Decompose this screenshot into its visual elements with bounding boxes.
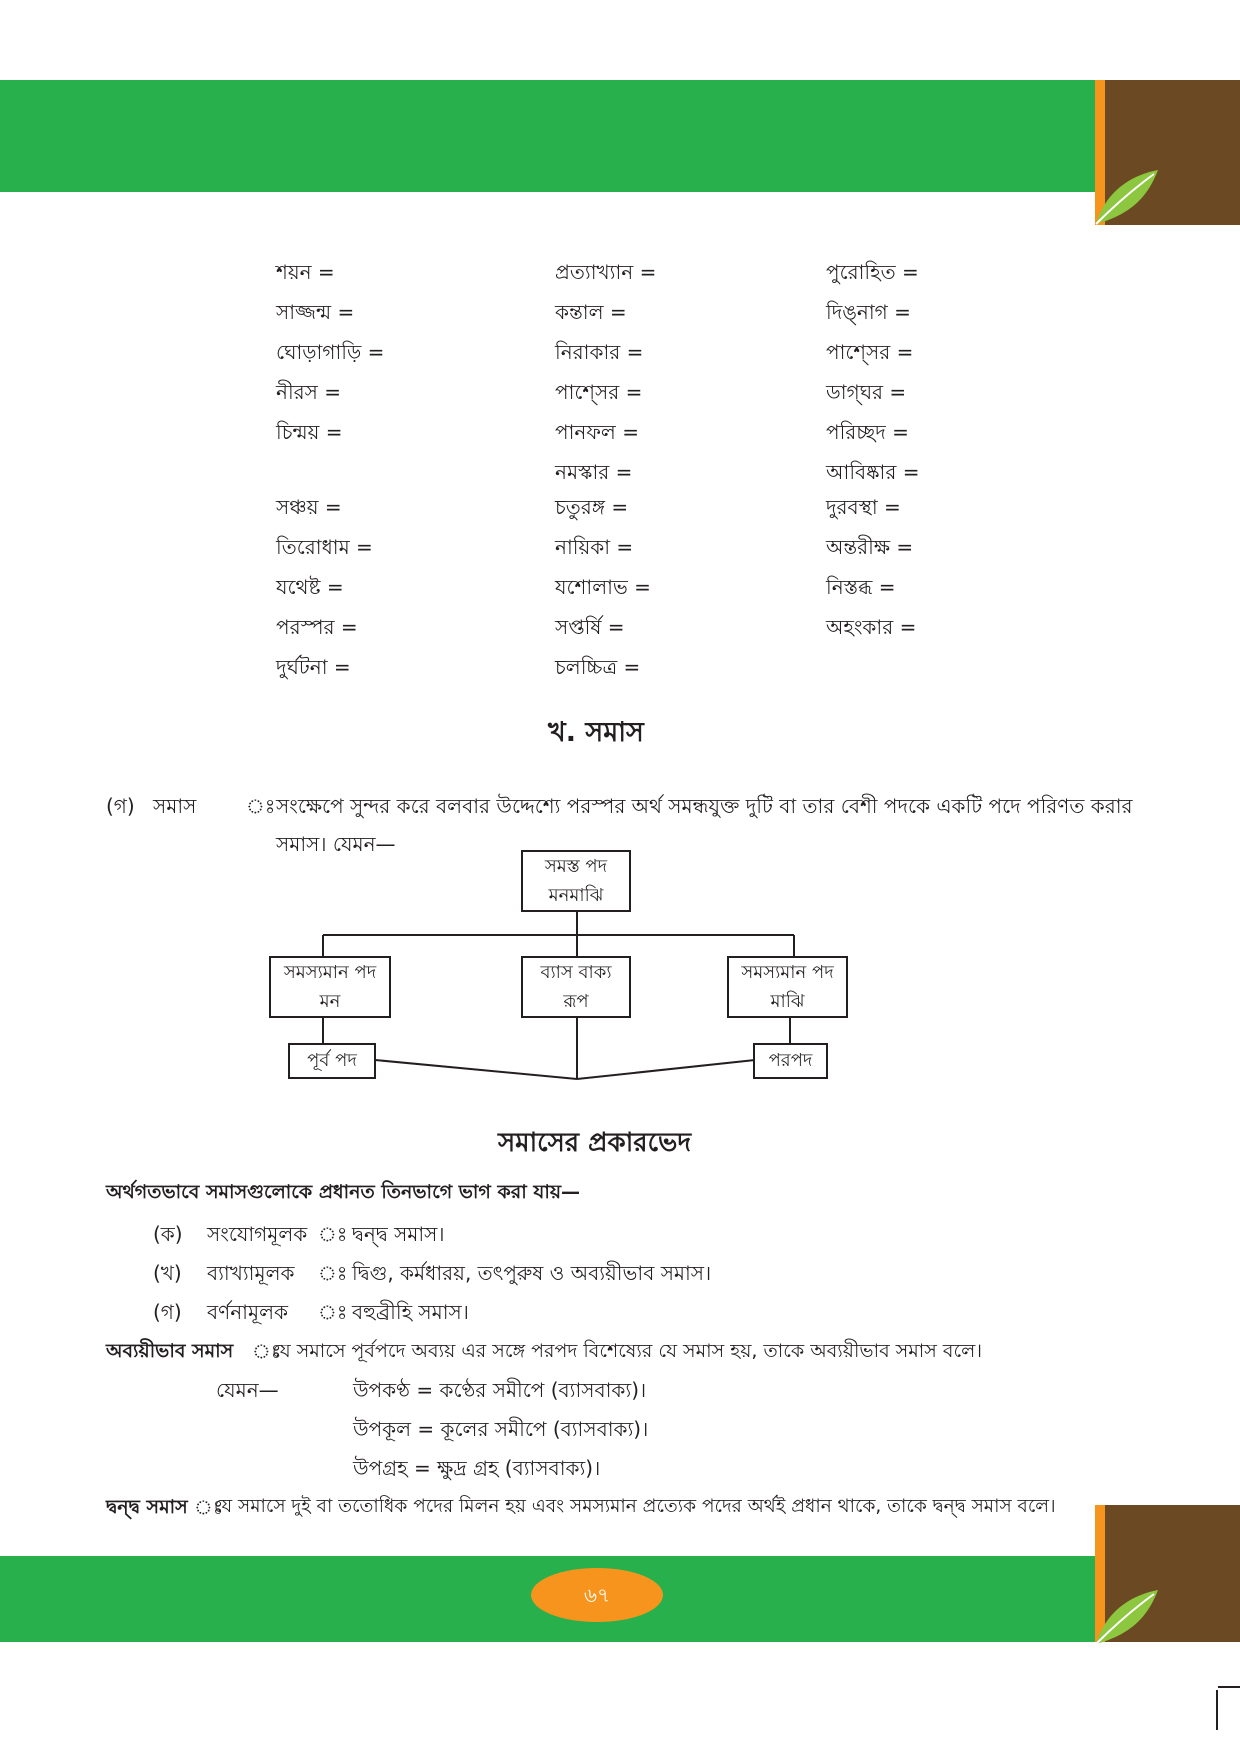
- type-separator: ঃ: [318, 1222, 348, 1246]
- diagram-middle-line-2: রূপ: [563, 991, 589, 1012]
- type-name: সংযোগমূলক: [207, 1222, 308, 1246]
- dvandva-separator: ঃ: [194, 1495, 224, 1519]
- word-entry: প্রত্যাখ্যান =: [555, 260, 657, 284]
- diagram-bottom-right-label: পরপদ: [768, 1050, 813, 1071]
- types-intro: অর্থগতভাবে সমাসগুলোকে প্রধানত তিনভাগে ভাগ করা যায়—: [106, 1181, 581, 1203]
- word-entry: নিরাকার =: [555, 340, 644, 364]
- word-entry: অহংকার =: [826, 615, 917, 639]
- word-entry: দুর্ঘটনা =: [276, 655, 351, 679]
- word-entry: নীরস =: [276, 380, 341, 404]
- diagram-left-box: [269, 956, 391, 1018]
- word-entry: নায়িকা =: [555, 535, 634, 559]
- word-entry: সপ্তর্ষি =: [555, 615, 625, 639]
- avyayibhav-example: উপগ্রহ = ক্ষুদ্র গ্রহ (ব্যাসবাক্য)।: [353, 1456, 601, 1480]
- word-entry: ঘোড়াগাড়ি =: [276, 340, 385, 364]
- dvandva-definition: যে সমাসে দুই বা ততোধিক পদের মিলন হয় এবং সমস্যমান প্রত্যেক পদের অর্থই প্রধান থাকে, তাকে দ্বন্দ্ব সমাস বলে।: [214, 1496, 1056, 1517]
- type-name: ব্যাখ্যামূলক: [207, 1261, 295, 1285]
- word-entry: দিঙ্নাগ =: [826, 300, 911, 324]
- word-entry: সাজ্জন্ম =: [276, 300, 355, 324]
- word-entry: পরস্পর =: [276, 615, 358, 639]
- type-number: (গ): [153, 1300, 182, 1324]
- diagram-left-line-2: মন: [319, 991, 341, 1012]
- crop-mark: [1218, 1686, 1240, 1688]
- diagram-bottom-left-box: [288, 1043, 376, 1079]
- diagram-right-line-2: মাঝি: [770, 991, 805, 1012]
- word-entry: যশোলাভ =: [555, 575, 651, 599]
- avyayibhav-example: উপকণ্ঠ = কণ্ঠের সমীপে (ব্যাসবাক্য)।: [353, 1378, 647, 1402]
- diagram-bottom-left-label: পূর্ব পদ: [307, 1050, 357, 1071]
- type-number: (ক): [153, 1222, 183, 1246]
- crop-mark: [1216, 1690, 1218, 1730]
- word-entry: চিন্ময় =: [276, 420, 343, 444]
- definition-number: (গ): [106, 794, 135, 818]
- avyayibhav-separator: ঃ: [252, 1339, 282, 1363]
- diagram-middle-line-1: ব্যাস বাক্য: [540, 962, 612, 983]
- word-entry: পাশ্সের =: [555, 380, 643, 404]
- type-name: বর্ণনামূলক: [207, 1300, 288, 1324]
- diagram-top-line-1: সমস্ত পদ: [544, 856, 608, 877]
- diagram-right-box: [727, 956, 848, 1018]
- avyayibhav-definition: যে সমাসে পূর্বপদে অব্যয় এর সঙ্গে পরপদ বিশেষ্যের যে সমাস হয়, তাকে অব্যয়ীভাব সমাস বলে।: [272, 1340, 983, 1362]
- word-entry: শয়ন =: [276, 260, 335, 284]
- word-entry: ডাগ্ঘর =: [826, 380, 907, 404]
- section-title: খ. সমাস: [548, 717, 644, 748]
- type-description: দ্বিগু, কর্মধারয়, তৎপুরুষ ও অব্যয়ীভাব সমাস।: [352, 1261, 712, 1285]
- avyayibhav-example-label: যেমন—: [216, 1378, 279, 1402]
- word-entry: চতুরঙ্গ =: [555, 495, 629, 519]
- type-number: (খ): [153, 1261, 182, 1285]
- definition-label: সমাস: [153, 794, 197, 818]
- diagram-top-box: [521, 850, 631, 912]
- dvandva-label: দ্বন্দ্ব সমাস: [106, 1496, 188, 1518]
- word-entry: নিস্তব্ধ =: [826, 575, 896, 599]
- word-entry: চলচ্চিত্র =: [555, 655, 641, 679]
- definition-line-1: সংক্ষেপে সুন্দর করে বলবার উদ্দেশ্যে পরস্পর অর্থ সমন্ধযুক্ত দুটি বা তার বেশী পদকে একটি পদে পরিণত করার: [276, 794, 1133, 818]
- word-entry: দুরবস্থা =: [826, 495, 901, 519]
- diagram-bottom-right-box: [753, 1043, 828, 1079]
- diagram-middle-box: [521, 956, 631, 1018]
- definition-line-2: সমাস। যেমন—: [276, 832, 396, 856]
- word-entry: অন্তরীক্ষ =: [826, 535, 914, 559]
- avyayibhav-label: অব্যয়ীভাব সমাস: [106, 1340, 234, 1362]
- type-separator: ঃ: [318, 1300, 348, 1324]
- diagram-right-line-1: সমস্যমান পদ: [741, 962, 834, 983]
- word-entry: নমস্কার =: [555, 460, 633, 484]
- word-entry: পানফল =: [555, 420, 639, 444]
- word-entry: পুরোহিত =: [826, 260, 919, 284]
- word-entry: যথেষ্ট =: [276, 575, 344, 599]
- word-entry: সঞ্চয় =: [276, 495, 342, 519]
- word-entry: পাশ্সের =: [826, 340, 914, 364]
- diagram-top-line-2: মনমাঝি: [548, 885, 604, 906]
- diagram-left-line-1: সমস্যমান পদ: [283, 962, 377, 983]
- definition-separator: ঃ: [246, 794, 276, 818]
- leaf-icon: [1092, 1586, 1160, 1648]
- page-number: ৬৭: [531, 1568, 663, 1622]
- avyayibhav-example: উপকূল = কূলের সমীপে (ব্যাসবাক্য)।: [353, 1417, 649, 1441]
- type-separator: ঃ: [318, 1261, 348, 1285]
- word-entry: কন্তাল =: [555, 300, 627, 324]
- word-entry: তিরোধাম =: [276, 535, 373, 559]
- types-title: সমাসের প্রকারভেদ: [498, 1128, 692, 1158]
- word-entry: আবিষ্কার =: [826, 460, 920, 484]
- type-description: দ্বন্দ্ব সমাস।: [352, 1222, 445, 1246]
- word-entry: পরিচ্ছদ =: [826, 420, 909, 444]
- type-description: বহুব্রীহি সমাস।: [352, 1300, 469, 1324]
